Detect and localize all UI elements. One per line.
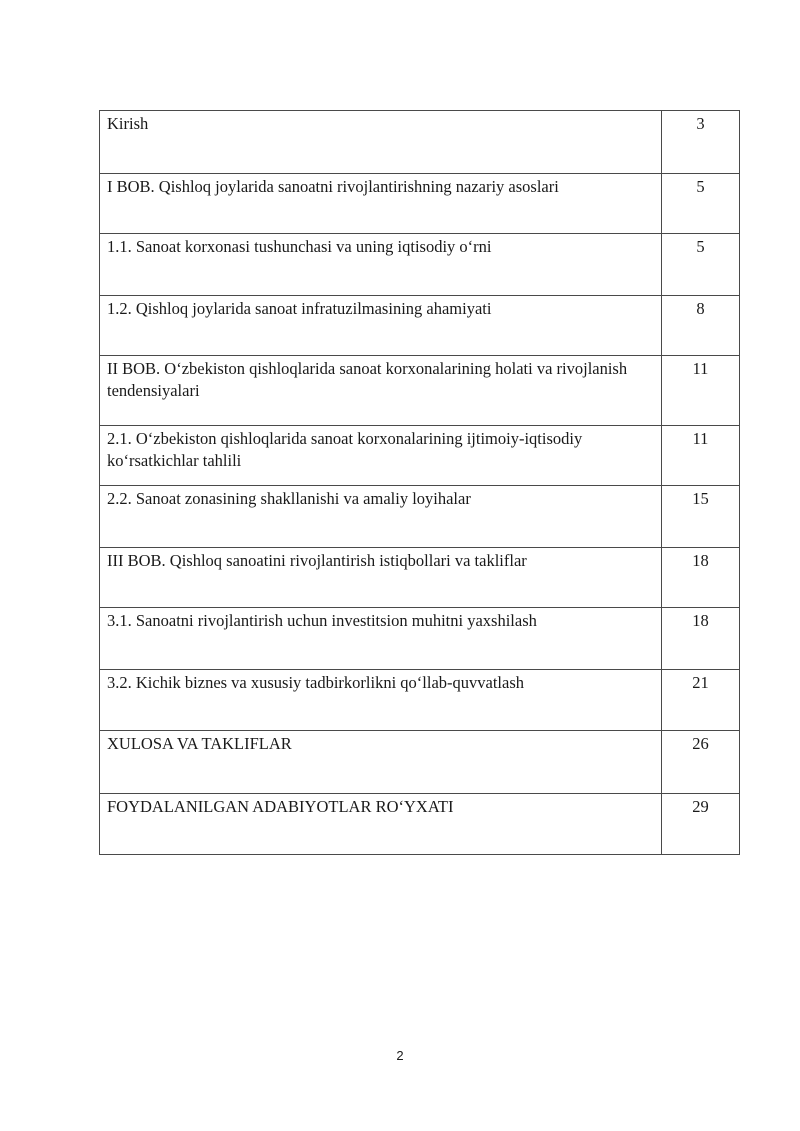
toc-row bbox=[100, 608, 740, 670]
toc-entry-page: 11 bbox=[662, 426, 740, 486]
toc-entry-title: FOYDALANILGAN ADABIYOTLAR RO‘YXATI bbox=[100, 794, 662, 855]
toc-entry-page: 18 bbox=[662, 608, 740, 670]
toc-entry-page: 3 bbox=[662, 111, 740, 174]
toc-entry-title: 1.2. Qishloq joylarida sanoat infratuzilmasining ahamiyati bbox=[100, 296, 662, 356]
toc-entry-title: Kirish bbox=[100, 111, 662, 174]
toc-row bbox=[100, 174, 740, 234]
toc-entry-page: 29 bbox=[662, 794, 740, 855]
toc-entry-title: 2.1. O‘zbekiston qishloqlarida sanoat korxonalarining ijtimoiy-iqtisodiy ko‘rsatkichlar tahlili bbox=[100, 426, 662, 486]
toc-entry-page: 18 bbox=[662, 548, 740, 608]
toc-row bbox=[100, 296, 740, 356]
toc-row bbox=[100, 794, 740, 855]
toc-row bbox=[100, 486, 740, 548]
table-of-contents bbox=[99, 110, 740, 855]
toc-row bbox=[100, 548, 740, 608]
toc-row bbox=[100, 731, 740, 794]
toc-entry-page: 5 bbox=[662, 174, 740, 234]
toc-entry-page: 26 bbox=[662, 731, 740, 794]
toc-entry-title: III BOB. Qishloq sanoatini rivojlantirish istiqbollari va takliflar bbox=[100, 548, 662, 608]
toc-entry-title: 1.1. Sanoat korxonasi tushunchasi va uning iqtisodiy o‘rni bbox=[100, 234, 662, 296]
toc-entry-title: 3.1. Sanoatni rivojlantirish uchun investitsion muhitni yaxshilash bbox=[100, 608, 662, 670]
toc-entry-page: 21 bbox=[662, 670, 740, 731]
toc-entry-title: 3.2. Kichik biznes va xususiy tadbirkorlikni qo‘llab-quvvatlash bbox=[100, 670, 662, 731]
toc-entry-title: I BOB. Qishloq joylarida sanoatni rivojlantirishning nazariy asoslari bbox=[100, 174, 662, 234]
toc-entry-title: II BOB. O‘zbekiston qishloqlarida sanoat korxonalarining holati va rivojlanish tendensiyalari bbox=[100, 356, 662, 426]
toc-entry-page: 8 bbox=[662, 296, 740, 356]
toc-row bbox=[100, 670, 740, 731]
toc-row bbox=[100, 234, 740, 296]
page-number: 2 bbox=[396, 1048, 404, 1063]
toc-entry-page: 15 bbox=[662, 486, 740, 548]
toc-entry-page: 11 bbox=[662, 356, 740, 426]
toc-entry-title: 2.2. Sanoat zonasining shakllanishi va amaliy loyihalar bbox=[100, 486, 662, 548]
toc-entry-title: XULOSA VA TAKLIFLAR bbox=[100, 731, 662, 794]
toc-row bbox=[100, 356, 740, 426]
toc-row bbox=[100, 426, 740, 486]
toc-entry-page: 5 bbox=[662, 234, 740, 296]
toc-row bbox=[100, 111, 740, 174]
